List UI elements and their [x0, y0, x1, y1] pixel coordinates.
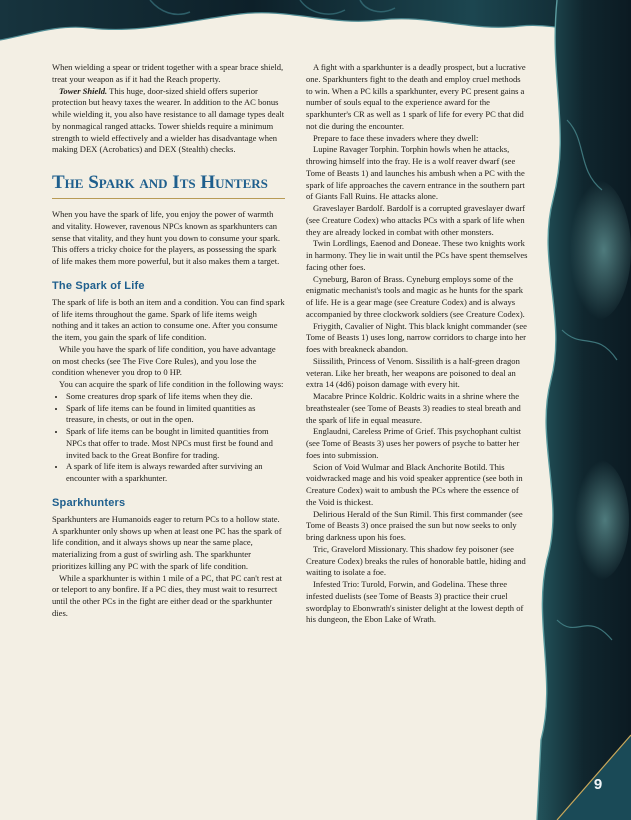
- spark-of-life-paragraph-3: You can acquire the spark of life condition in the following ways:: [59, 379, 284, 389]
- list-item: • A spark of life item is always rewarded after surviving an encounter with a sparkhunter.: [66, 461, 285, 485]
- tower-shield-paragraph: [52, 86, 285, 157]
- hunter-entry: Englaudni, Careless Prime of Grief. This psychophant cultist (see Tome of Beasts 3) uses her powers of psyche to batter her foes into submission.: [306, 426, 522, 460]
- list-item: • Spark of life items can be found in limited quantities as treasure, in chests, or out in the open.: [66, 403, 285, 427]
- spark-of-life-paragraph-2: While you have the spark of life condition, you have advantage on most checks (see The Five Core Rules), and you lose the condition whenever you drop to 0 HP.: [52, 343, 276, 378]
- spark-of-life-paragraph-1: The spark of life is both an item and a condition. You can find spark of life items throughout the game. Spark of life items weigh nothing and it takes an action to consume one. After you consume the item, you gain the spark of life condition.: [52, 296, 285, 342]
- hunter-entry: Siissilith, Princess of Venom. Sissilith is a half-green dragon veteran. Like her breath, her weapons are poisoned to deal an extra 14 (4d6) poison damage with every hit.: [306, 355, 520, 390]
- hunter-entry: Lupine Ravager Torphin. Torphin howls when he attacks, throwing himself into the fray. He is a wolf reaver dwarf (see Tome of Beasts 1) and launches his ambush when a PC with the spark of life approaches the cavern entrance in the southern part of Giants Fall Ruins. He attacks alone.: [306, 144, 525, 202]
- hunter-entry: Cyneburg, Baron of Brass. Cyneburg employs some of the enigmatic mechanist's tools and magic as he hunts for the spark of life. He is a gear mage (see Creature Codex) and is always accompanied by three clockwork soldiers (see Creature Codex).: [306, 273, 525, 319]
- tower-shield-label: Tower Shield.: [59, 85, 108, 96]
- right-paragraph-1: A fight with a sparkhunter is a deadly prospect, but a lucrative one. Sparkhunters fight to the death and employ cruel methods to win. When a PC kills a sparkhunter, every PC present gains a number of souls equal to the experience award for the sparkhunter's CR as well as 1 spark of life for every PC that did not die during the encounter.: [306, 62, 526, 131]
- hunter-entry: Graveslayer Bardolf. Bardolf is a corrupted graveslayer dwarf (see Creature Codex) who attacks PCs with a spark of life when they are already locked in combat with other monsters.: [306, 203, 526, 237]
- left-column: [52, 62, 285, 620]
- page-number: 9: [593, 776, 603, 793]
- hunter-entry: Friygith, Cavalier of Night. This black knight commander (see Tome of Beasts 1) uses long, narrow corridors to charge into her foes with breakneck abandon.: [306, 320, 527, 354]
- hunter-entry: Tric, Gravelord Missionary. This shadow fey poisoner (see Creature Codex) breaks the rules of honorable battle, hiding and waiting to isolate a foe.: [306, 543, 526, 578]
- tower-shield-text: This huge, door-sized shield offers superior protection but heavy taxes the wearer. In addition to the AC bonus while wielding it, you also have resistance to all damage types dealt by nonmagical ranged attacks. Tower shields require a minimum strength to wield effectively and a wielder has disadvantage when making DEX (Acrobatics) and DEX (Stealth) checks.: [52, 85, 285, 155]
- section-title: The Spark and Its Hunters: [52, 172, 285, 199]
- right-column: [306, 62, 528, 626]
- hunter-entry: Twin Lordlings, Eaenod and Doneae. These two knights work in harmony. They lie in wait until the PCs have spent themselves facing other foes.: [306, 238, 528, 272]
- sparkhunters-paragraph-2: While a sparkhunter is within 1 mile of a PC, that PC can't rest at or teleport to any bonfire. If a PC dies, they must wait to resurrect until the other PCs in the fight are either dead or the sparkhunter dies.: [52, 572, 283, 618]
- right-paragraph-2: Prepare to face these invaders where they dwell:: [313, 132, 479, 143]
- list-item: • Some creatures drop spark of life items when they die.: [66, 391, 285, 403]
- list-item: • Spark of life items can be bought in limited quantities from NPCs that offer to trade. Most NPCs must first be found and invited back to the Great Bonfire for trading.: [66, 426, 285, 461]
- hunter-entry: Scion of Void Wulmar and Black Anchorite Botild. This voidwracked mage and his void speaker apprentice (see both in Creature Codex) wait to ambush the PCs where the essence of the Void is thickest.: [306, 461, 523, 507]
- sparkhunters-paragraph-1: Sparkhunters are Humanoids eager to return PCs to a hollow state. A sparkhunter only shows up when at least one PC has the spark of life condition, and it always shows up near the same place, materializing from a gust of swirling ash. The sparkhunter prioritizes killing any PC with the spark of life condition.: [52, 513, 282, 571]
- hunter-entry: Infested Trio: Turold, Forwin, and Godelina. These three infested duelists (see Tome of Beasts 3) practice their cruel swordplay to Ebonwrath's sinister delight at the lowest depth of his dungeon, the Ebon Lake of Wrath.: [306, 579, 524, 625]
- hunter-entry: Delirious Herald of the Sun Rimil. This first commander (see Tome of Beasts 3) once praised the sun but now seeks to only bring darkness upon his foes.: [306, 508, 523, 542]
- hunter-entry: Macabre Prince Koldric. Koldric waits in a shrine where the breathstealer (see Tome of Beasts 3) readies to steal breath and the spark of life in equal measure.: [306, 391, 521, 425]
- spark-intro-paragraph: When you have the spark of life, you enjoy the power of warmth and vitality. However, ravenous NPCs known as sparkhunters can sense that vitality, and they hunt you down to consume your spark. This offers a tricky choice for the players, as possessing the spark of life makes them more powerful, but it also makes them a target.: [52, 209, 281, 266]
- right-border-art: [527, 0, 631, 820]
- left-paragraph-1: When wielding a spear or trident together with a spear brace shield, treat your weapon as if it had the Reach property.: [52, 62, 284, 84]
- sparkhunters-heading: Sparkhunters: [52, 496, 126, 509]
- acquisition-list: [52, 391, 285, 485]
- spark-of-life-heading: The Spark of Life: [52, 279, 145, 292]
